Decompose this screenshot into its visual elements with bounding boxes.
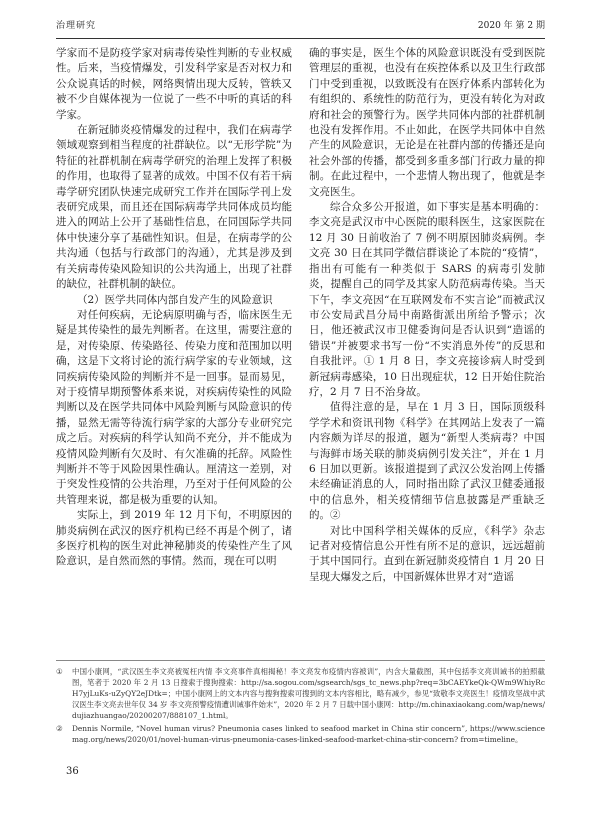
footnote-text: Dennis Normile, “Novel human virus? Pneumonia cases linked to seafood market in China stir concern”, https://www.sciencemag.org/news/2020/01/novel-human-virus-pneumonia-cases-linked-seafood-market-china-stir-concern? from=timeline。 — [72, 724, 545, 744]
paragraph: 确的事实是，医生个体的风险意识既没有受到医院管理层的重视，也没有在疾控体系以及卫生行政部门中受到重视，以致既没有在医疗体系内部转化为有组织的、系统性的防范行为，更没有转化为对政府和社会的预警行为。医学共同体内部的社群机制也没有发挥作用。不止如此，在医学共同体中自然产生的风险意识，无论是在社群内部的传播还是向社会外部的传播，都受到多重多部门行政力量的抑制。在此过程中，一个悲情人物出现了，他就是李文亮医生。 — [309, 47, 545, 198]
page-number: 36 — [66, 766, 79, 777]
running-header — [56, 16, 545, 32]
footnote — [56, 666, 545, 721]
paragraph: 在新冠肺炎疫情爆发的过程中，我们在病毒学领域观察到相当程度的社群缺位。以“无形学院”为特征的社群机制在病毒学研究的治理上发挥了积极的作用，也取得了显著的成效。中国不仅有若干病毒学研究团队快速完成研究工作并在国际学刊上发表研究成果，而且还在国际病毒学共同体成员均能进入的网站上公开了基础性信息，在同国际学共同体中快速分享了基础性知识。但是，在病毒学的公共沟通（包括与行政部门的沟通），尤其是涉及到有关病毒传染风险知识的公共沟通上，出现了社群的缺位，社群机制的缺位。 — [56, 124, 292, 291]
right-column — [309, 46, 545, 585]
footnote — [56, 723, 545, 745]
paragraph: 学家而不是防疫学家对病毒传染性判断的专业权威性。后来，当疫情爆发，引发科学家是否对权力和公众说真话的时候，网络舆情出现大反转，管轶又被不少自媒体视为一位说了一些不中听的真话的科学家。 — [56, 47, 292, 121]
header-rule — [56, 38, 545, 39]
footnote-marker: ② — [56, 724, 63, 733]
footnote-text: 中国小康网，“武汉医生李文亮被冤枉内情 李文亮事件真相揭秘！李文亮发布疫情内容被训”，内含大量截图，其中包括李文亮训诫书的拍照截图，笔者于 2020 年 2 月 13 日搜索于搜狗搜索：http://sa.sogou.com/sgsearch/sgs_tc_news.php?req=3bCAEYkeQk-QWm9WhiyRcH7yjLuKs-uZyQY2eJDtk=；中国小康网上的文本内容与搜狗搜索可搜到的文本内容相比，略有减少，参见“致敬李文亮医生！疫情攻坚战中武汉医生李文亮去世年仅 34 岁 李文亮预警疫情遭训诫事件始末”，2020 年 2 月 7 日载中国小康网：http://m.chinaxiaokang.com/wap/news/dujiazhuangao/20200207/888107_1.html。 — [72, 667, 545, 720]
journal-name: 治理研究 — [56, 21, 97, 31]
paragraph: 对比中国科学相关媒体的反应，《科学》杂志记者对疫情信息公开性有所不足的意识，远远超前于其中国同行。直到在新冠肺炎疫情自 1 月 20 日呈现大爆发之后，中国新媒体世界才对“造谣 — [309, 524, 545, 583]
subsection-heading: （2）医学共同体内部自发产生的风险意识 — [77, 293, 273, 306]
footnote-marker: ① — [56, 667, 63, 676]
issue-label: 2020 年 第 2 期 — [477, 21, 545, 31]
left-column — [56, 46, 292, 570]
paragraph: 实际上，到 2019 年 12 月下旬，不明原因的肺炎病例在武汉的医疗机构已经不再是个例了，诸多医疗机构的医生对此神秘肺炎的传染性产生了风险意识，是自然而然的事情。然而，现在可以明 — [56, 509, 292, 568]
footnote-rule — [56, 660, 545, 661]
paragraph: 综合众多公开报道，如下事实是基本明确的：李文亮是武汉市中心医院的眼科医生，这家医院在 12 月 30 日前收治了 7 例不明原因肺炎病例。李文亮 30 日在其同学微信群谈论了本院的“疫情”，指出有可能有一种类似于 SARS 的病毒引发肺炎，提醒自己的同学及其家人防范病毒传染。当天下午，李文亮因“在互联网发布不实言论”而被武汉市公安局武昌分局中南路街派出所给予警示；次日，他还被武汉市卫健委询问是否认识到“造谣的错误”并被要求书写一份“不实消息外传”的反思和自我批评。① 1 月 8 日，李文亮接诊病人时受到新冠病毒感染，10 日出现症状，12 日开始住院治疗，2 月 7 日不治身故。 — [309, 201, 545, 398]
paragraph: 值得注意的是，早在 1 月 3 日，国际顶级科学学术和资讯刊物《科学》在其网站上发表了一篇内容颇为详尽的报道，题为“新型人类病毒？中国与海鲜市场关联的肺炎病例引发关注”，并在 1 月 6 日加以更新。该报道提到了武汉公发治网上传播未经确证消息的人，同时指出除了武汉卫健委通报中的信息外，相关疫情细节信息披露是严重缺乏的。② — [309, 401, 545, 522]
footnotes — [56, 666, 545, 747]
paragraph: 对任何疾病，无论病原明确与否，临床医生无疑是其传染性的最先判断者。在这里，需要注意的是，对传染原、传染路径、传染力度和范围加以明确，这是下文将讨论的流行病学家的专业领域，这同疾病传染风险的判断并不是一回事。显而易见，对于疫情早期预警体系来说，对疾病传染性的风险判断以及在医学共同体中风险判断与风险意识的传播，显然无需等待流行病学家的大部分专业研究完成之后。对疾病的科学认知尚不充分，并不能成为疫情风险判断有欠及时、有欠准确的托辞。风险性判断并不等于风险因果性确认。厘清这一差别，对于突发性疫情的公共治理，乃至对于任何风险的公共管理来说，都是极为重要的认知。 — [56, 308, 292, 506]
